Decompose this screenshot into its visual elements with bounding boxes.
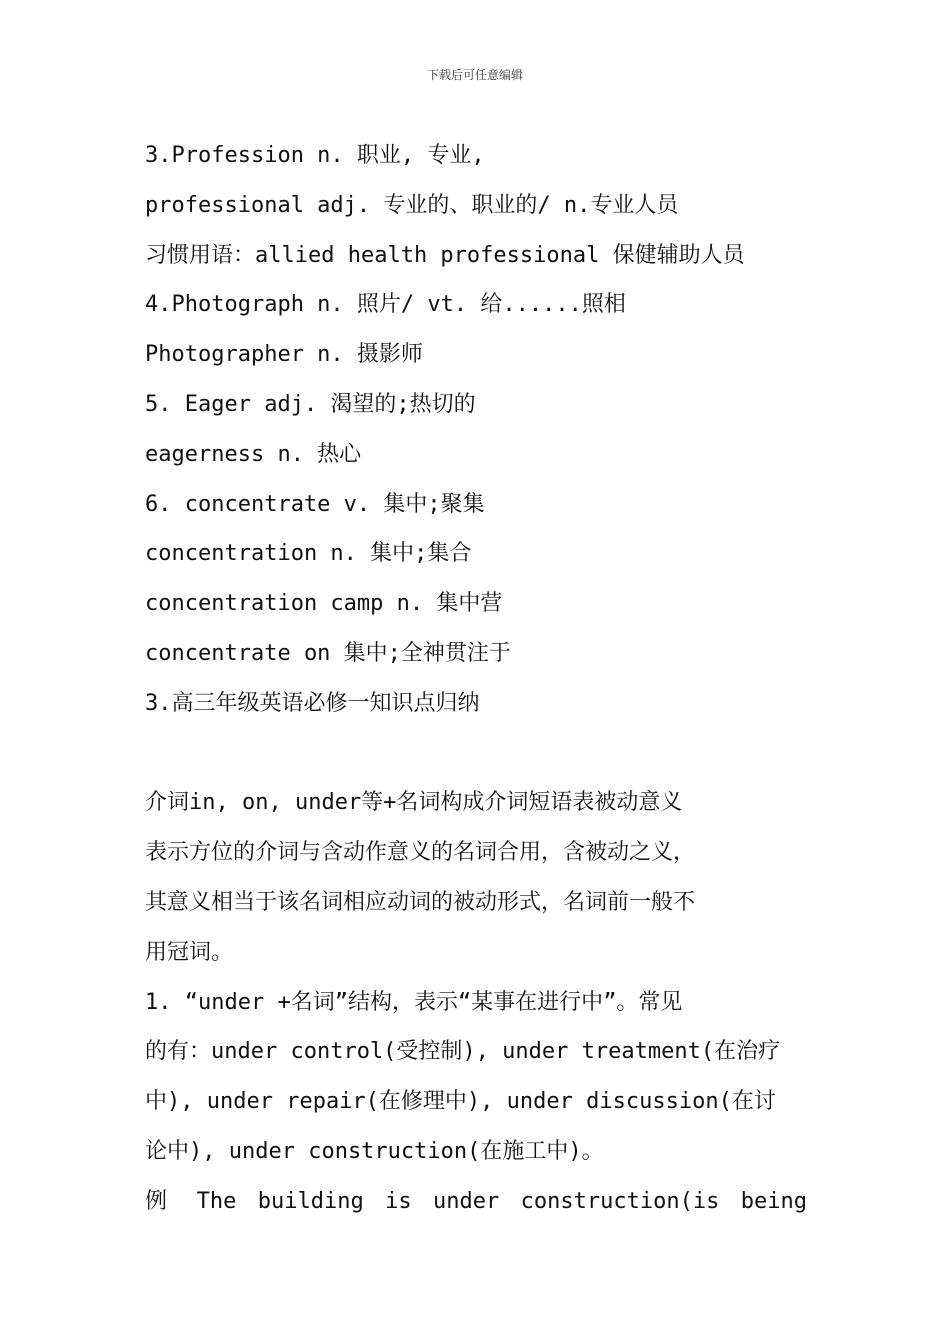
vocab-line: concentration n. 集中;集合 [145,541,472,567]
grammar-line: 中), under repair(在修理中), under discussion(在讨 [145,1089,776,1115]
vocab-line: 习惯用语：allied health professional 保健辅助人员 [145,242,745,268]
vocab-line: 4.Photograph n. 照片/ vt. 给......照相 [145,292,626,318]
grammar-line: 的有：under control(受控制), under treatment(在治疗 [145,1039,781,1065]
vocab-line: 3.Profession n. 职业, 专业, [145,143,485,168]
grammar-line: 论中), under construction(在施工中)。 [145,1138,604,1164]
grammar-line: 1. “under +名词”结构，表示“某事在进行中”。常见 [145,989,683,1015]
vocab-line: concentration camp n. 集中营 [145,591,503,617]
vocab-line: concentrate on 集中;全神贯注于 [145,640,511,666]
grammar-line: 其意义相当于该名词相应动词的被动形式，名词前一般不 [145,889,696,915]
grammar-line: 表示方位的介词与含动作意义的名词合用，含被动之义， [145,840,696,866]
vocab-line: eagerness n. 热心 [145,441,362,467]
grammar-line: 用冠词。 [145,939,234,965]
grammar-heading: 介词in, on, under等+名词构成介词短语表被动意义 [145,790,683,816]
document-body [145,131,807,1227]
vocab-line: professional adj. 专业的、职业的/ n.专业人员 [145,192,679,218]
example-line: 例 The building is under construction(is being [145,1188,807,1214]
vocab-line: 6. concentrate v. 集中;聚集 [145,491,485,517]
page-header: 下载后可任意编辑 [426,68,523,82]
vocab-line: Photographer n. 摄影师 [145,342,423,368]
section-heading: 3.高三年级英语必修一知识点归纳 [145,690,480,716]
vocab-line: 5. Eager adj. 渴望的;热切的 [145,391,476,417]
blank-line [145,729,807,779]
